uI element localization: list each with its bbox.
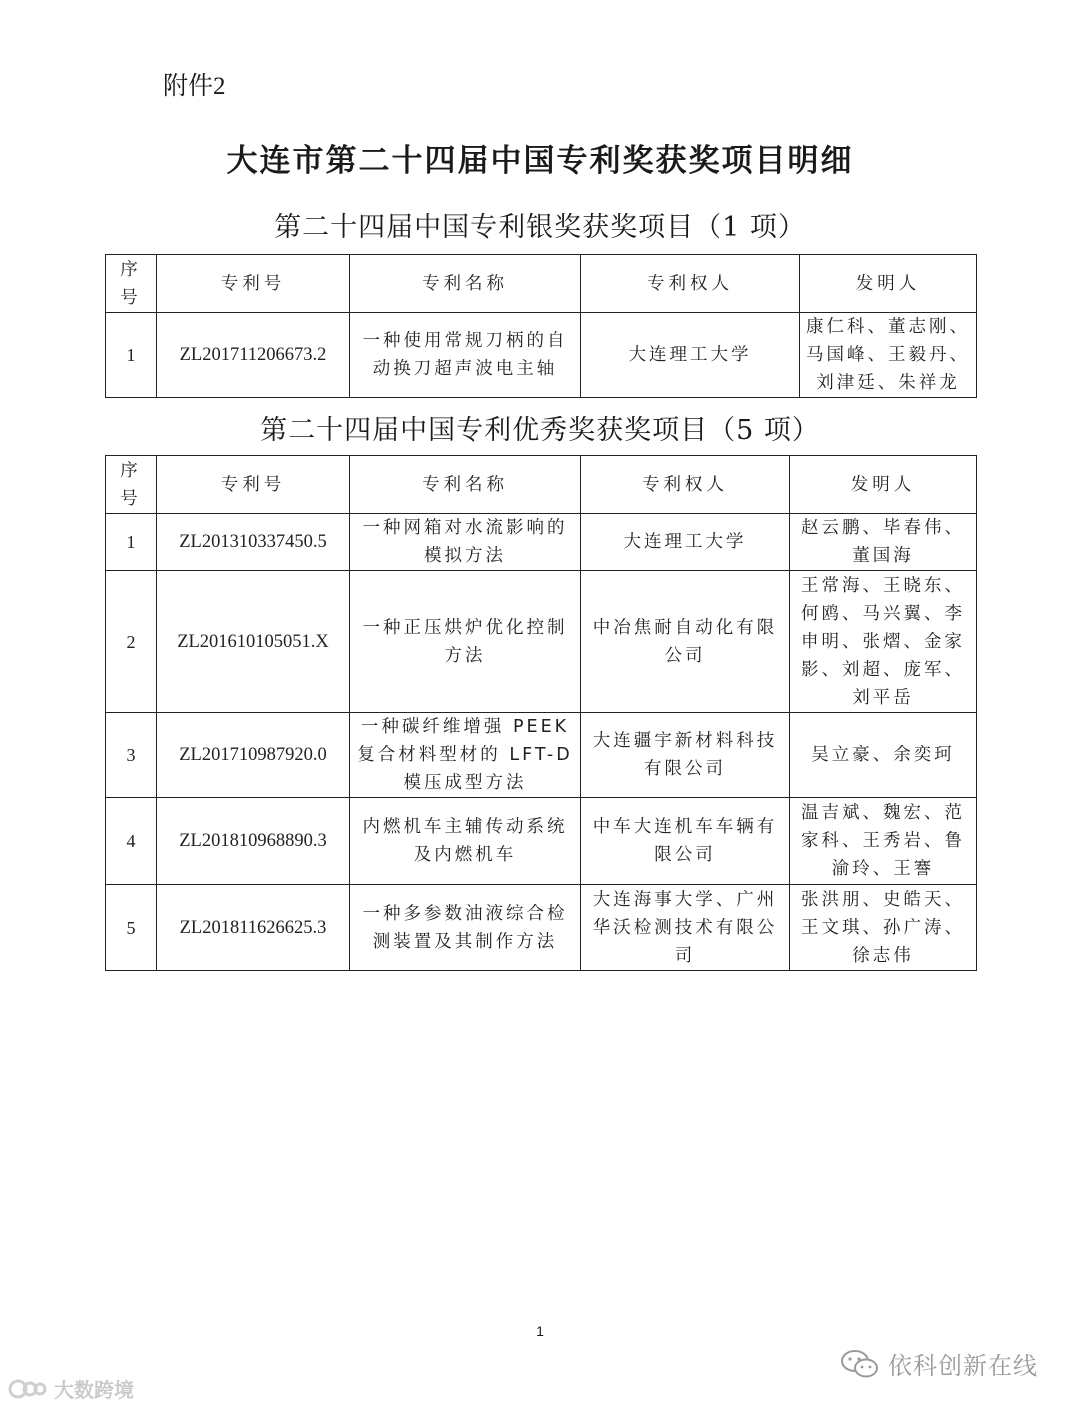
header-patent-name: 专利名称 xyxy=(350,456,581,514)
inventors-cell: 赵云鹏、毕春伟、董国海 xyxy=(790,514,977,571)
seq-cell: 1 xyxy=(106,514,157,571)
patent-no-cell: ZL201810968890.3 xyxy=(157,798,350,885)
watermark-right xyxy=(840,1346,1038,1381)
patent-name-cell: 一种网箱对水流影响的模拟方法 xyxy=(350,514,581,571)
header-patent-holder: 专利权人 xyxy=(581,456,790,514)
silver-award-heading: 第二十四届中国专利银奖获奖项目（1 项） xyxy=(274,212,806,243)
wechat-icon xyxy=(840,1349,880,1379)
patent-no-cell: ZL201711206673.2 xyxy=(157,313,350,398)
watermark-left-text: 大数跨境 xyxy=(54,1378,134,1402)
patent-name-cell: 内燃机车主辅传动系统及内燃机车 xyxy=(350,798,581,885)
table-row xyxy=(106,885,977,971)
excellence-award-table xyxy=(105,455,977,971)
header-seq: 序号 xyxy=(106,255,157,313)
header-inventors: 发明人 xyxy=(790,456,977,514)
header-patent-no: 专利号 xyxy=(157,255,350,313)
table-header-row xyxy=(106,456,977,514)
inventors-cell: 康仁科、董志刚、马国峰、王毅丹、刘津廷、朱祥龙 xyxy=(800,313,977,398)
header-patent-holder: 专利权人 xyxy=(581,255,800,313)
header-patent-name: 专利名称 xyxy=(350,255,581,313)
table-row xyxy=(106,514,977,571)
header-inventors: 发明人 xyxy=(800,255,977,313)
table-header-row xyxy=(106,255,977,313)
watermark-right-text: 依科创新在线 xyxy=(888,1352,1038,1380)
patent-name-cell: 一种多参数油液综合检测装置及其制作方法 xyxy=(350,885,581,971)
seq-cell: 2 xyxy=(106,571,157,713)
patent-no-cell: ZL201811626625.3 xyxy=(157,885,350,971)
table-row xyxy=(106,313,977,398)
seq-cell: 4 xyxy=(106,798,157,885)
patent-holder-cell: 大连海事大学、广州华沃检测技术有限公司 xyxy=(581,885,790,971)
header-patent-no: 专利号 xyxy=(157,456,350,514)
excellence-award-heading: 第二十四届中国专利优秀奖获奖项目（5 项） xyxy=(260,415,820,446)
table-row xyxy=(106,713,977,798)
header-seq: 序号 xyxy=(106,456,157,514)
patent-holder-cell: 中冶焦耐自动化有限公司 xyxy=(581,571,790,713)
dashu-logo-icon xyxy=(8,1376,48,1402)
patent-no-cell: ZL201710987920.0 xyxy=(157,713,350,798)
inventors-cell: 温吉斌、魏宏、范家科、王秀岩、鲁渝玲、王謇 xyxy=(790,798,977,885)
watermark-left xyxy=(8,1374,134,1403)
patent-name-cell: 一种使用常规刀柄的自动换刀超声波电主轴 xyxy=(350,313,581,398)
patent-no-cell: ZL201610105051.X xyxy=(157,571,350,713)
attachment-label: 附件2 xyxy=(163,73,226,100)
seq-cell: 1 xyxy=(106,313,157,398)
inventors-cell: 张洪朋、史皓天、王文琪、孙广涛、徐志伟 xyxy=(790,885,977,971)
seq-cell: 3 xyxy=(106,713,157,798)
patent-name-cell: 一种正压烘炉优化控制方法 xyxy=(350,571,581,713)
seq-cell: 5 xyxy=(106,885,157,971)
page-number: 1 xyxy=(536,1323,544,1339)
patent-holder-cell: 大连疆宇新材料科技有限公司 xyxy=(581,713,790,798)
patent-holder-cell: 大连理工大学 xyxy=(581,514,790,571)
silver-award-table xyxy=(105,254,977,398)
patent-holder-cell: 中车大连机车车辆有限公司 xyxy=(581,798,790,885)
inventors-cell: 吴立豪、余奕珂 xyxy=(790,713,977,798)
patent-no-cell: ZL201310337450.5 xyxy=(157,514,350,571)
patent-holder-cell: 大连理工大学 xyxy=(581,313,800,398)
table-row xyxy=(106,798,977,885)
page-title: 大连市第二十四届中国专利奖获奖项目明细 xyxy=(226,143,854,179)
inventors-cell: 王常海、王晓东、何鸥、马兴翼、李申明、张熠、金家影、刘超、庞军、刘平岳 xyxy=(790,571,977,713)
patent-name-cell: 一种碳纤维增强 PEEK 复合材料型材的 LFT-D 模压成型方法 xyxy=(350,713,581,798)
table-row xyxy=(106,571,977,713)
